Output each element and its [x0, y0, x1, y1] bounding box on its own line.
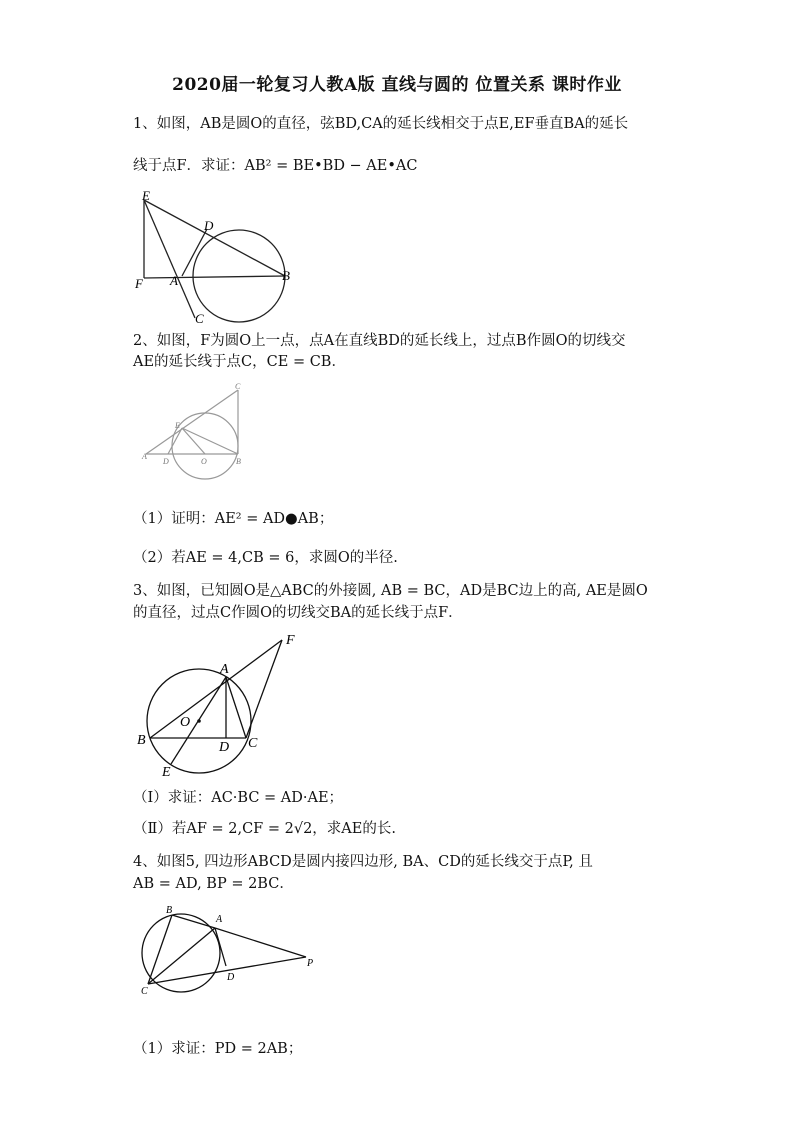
q3-label-f: F — [286, 633, 295, 648]
q2-text-line1: 2、如图，F为圆O上一点，点A在直线BD的延长线上，过点B作圆O的切线交 — [133, 333, 626, 349]
q3-label-a: A — [220, 662, 229, 677]
q1-text-line2: 线于点F．求证：AB² = BE•BD − AE•AC — [133, 158, 418, 174]
q2-label-c: C — [235, 382, 241, 391]
q2-label-b: B — [236, 457, 241, 466]
q4-label-b: B — [166, 905, 173, 916]
q3-sub1: （Ⅰ）求证：AC·BC = AD·AE； — [133, 790, 344, 806]
q3-figure — [134, 630, 304, 780]
q3-center-dot — [197, 719, 201, 723]
q1-segment-fb — [144, 276, 285, 278]
q4-text-line1: 4、如图5, 四边形ABCD是圆内接四边形, BA、CD的延长线交于点P, 且 — [133, 854, 593, 870]
q2-figure — [138, 380, 248, 480]
q4-label-c: C — [141, 986, 148, 997]
q4-text-line2: AB = AD, BP = 2BC． — [133, 876, 294, 892]
q2-label-d: D — [163, 457, 169, 466]
q3-text-line1: 3、如图，已知圆O是△ABC的外接圆, AB = BC，AD是BC边上的高, AE是圆O — [133, 583, 648, 599]
q3-label-o: O — [180, 715, 191, 730]
q2-text-line2: AE的延长线于点C，CE = CB． — [133, 354, 346, 370]
q3-segment-ac — [226, 677, 246, 738]
q2-sub2: （2）若AE = 4,CB = 6，求圆O的半径. — [133, 550, 398, 566]
q1-figure — [130, 188, 295, 328]
q3-label-b: B — [137, 733, 146, 748]
q4-label-d: D — [227, 972, 235, 983]
q1-label-c: C — [195, 311, 204, 326]
q1-label-d: D — [204, 218, 214, 233]
q4-label-p: P — [307, 958, 314, 969]
q1-label-b: B — [282, 268, 290, 283]
q4-figure — [136, 902, 321, 1002]
q3-segment-bf — [150, 640, 282, 738]
q1-segment-ad — [182, 229, 207, 276]
q4-sub1: （1）求证：PD = 2AB； — [133, 1041, 303, 1057]
q1-label-f: F — [135, 276, 143, 291]
q1-label-a: A — [170, 273, 178, 288]
q3-label-c: C — [248, 736, 258, 751]
q4-segment-ba — [172, 915, 215, 928]
page-title: 2020届一轮复习人教A版 直线与圆的 位置关系 课时作业 — [172, 75, 622, 95]
q3-sub2: （Ⅱ）若AF = 2,CF = 2√2，求AE的长. — [133, 821, 396, 837]
q1-segment-ec — [144, 200, 195, 318]
q4-segment-ad — [215, 928, 226, 966]
q2-circle — [172, 413, 238, 479]
q2-label-a: A — [142, 452, 147, 461]
q3-text-line2: 的直径，过点C作圆O的切线交BA的延长线于点F． — [133, 605, 463, 621]
q2-segment-ac — [146, 390, 238, 454]
q1-text-line1: 1、如图，AB是圆O的直径，弦BD,CA的延长线相交于点E,EF垂直BA的延长 — [133, 116, 629, 132]
q2-segment-eb — [182, 428, 238, 454]
q2-sub1: （1）证明：AE² = AD●AB； — [133, 511, 334, 527]
q4-label-a: A — [216, 914, 223, 925]
q3-segment-cf — [246, 640, 282, 738]
q3-label-e: E — [162, 765, 171, 780]
q1-label-e: E — [142, 188, 150, 203]
q4-segment-ap — [215, 928, 306, 957]
q2-segment-eo — [182, 428, 205, 454]
q2-label-o: O — [201, 457, 207, 466]
q2-label-e: E — [175, 421, 180, 430]
q3-label-d: D — [219, 740, 230, 755]
